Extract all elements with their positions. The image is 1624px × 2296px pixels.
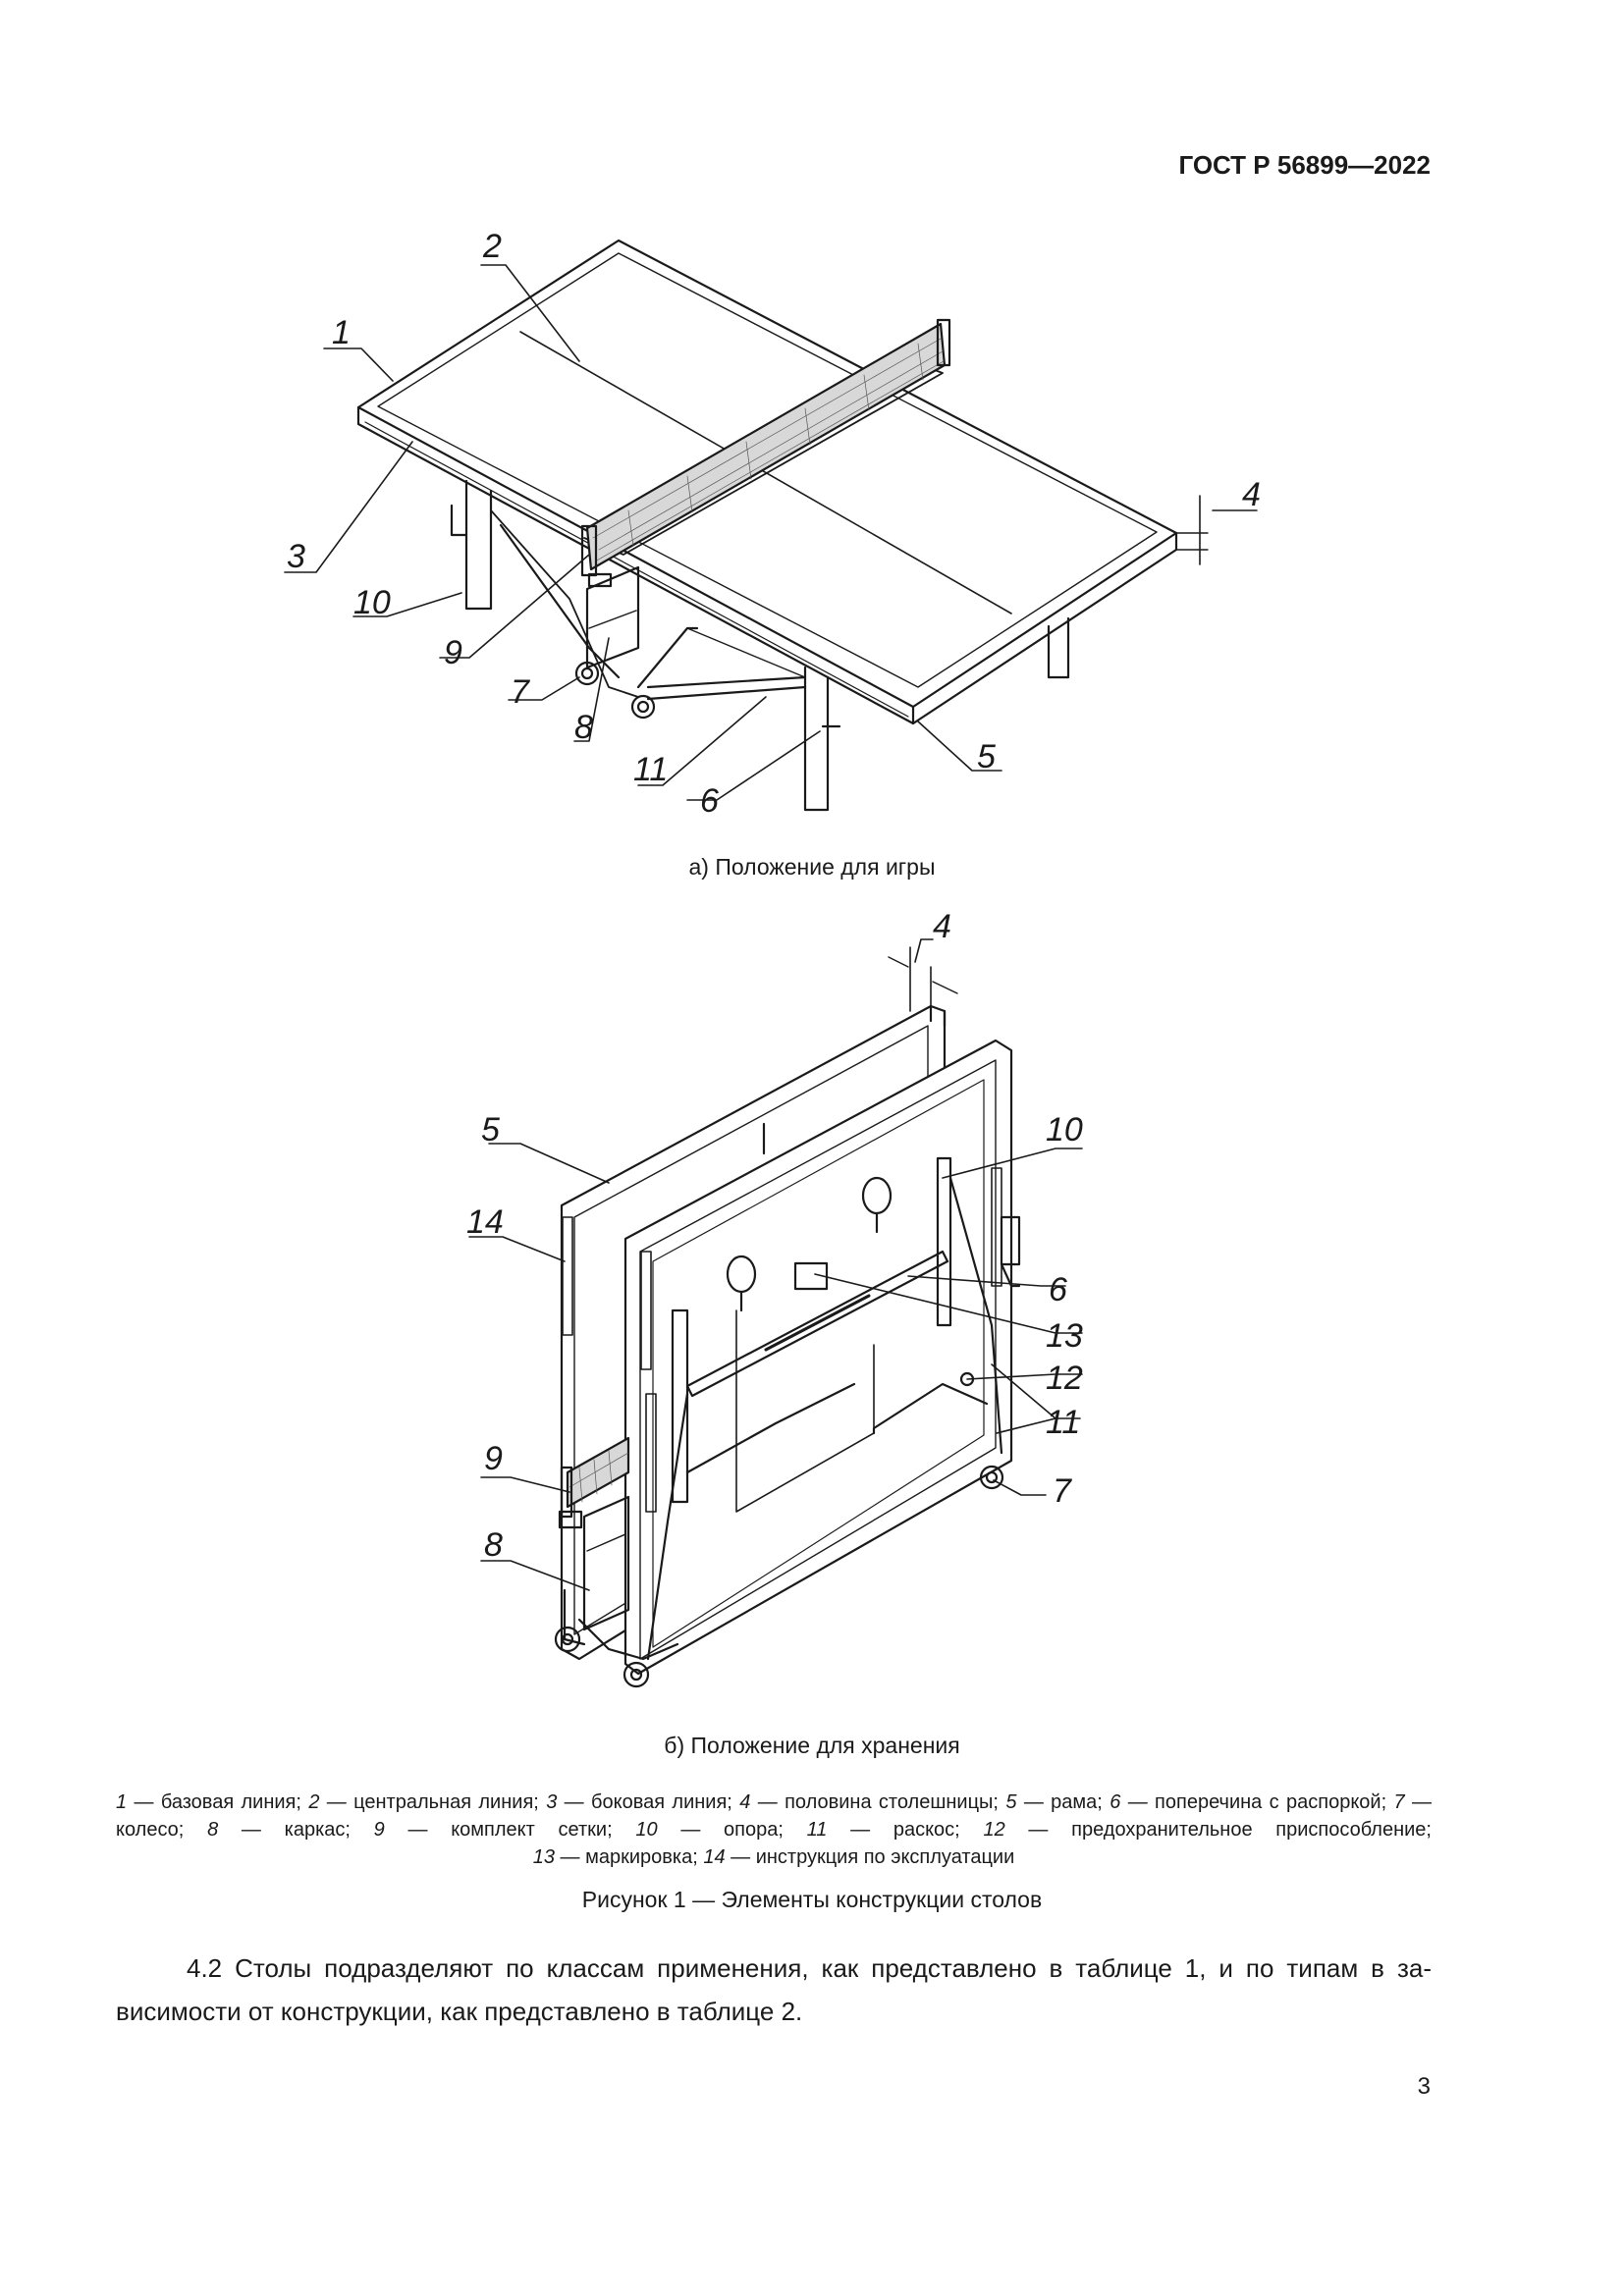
paragraph-4-2 [116,1947,1432,2033]
callout-4: 4 [1242,476,1261,513]
callout-8: 8 [574,709,593,746]
callout-b-13: 13 [1046,1317,1083,1355]
callout-9: 9 [444,634,462,671]
callout-b-14: 14 [466,1203,504,1241]
callout-b-9: 9 [484,1440,503,1477]
table-storage-position [556,947,1019,1686]
callout-2: 2 [483,228,502,265]
legend-line-last: 13 — маркировка; 14 — инструкция по эксплуатации [532,1846,1015,1868]
callout-11: 11 [633,751,669,788]
page-number: 3 [1417,2073,1431,2100]
callout-b-6: 6 [1049,1271,1067,1308]
callout-10: 10 [353,584,391,621]
callout-b-4: 4 [933,908,951,945]
callout-7: 7 [511,673,529,711]
legend-line-1: 1 — базовая линия; 2 — центральная линия; 3 — боковая линия; 4 — половина столешницы; 5 — рама; 6 — поперечина с распоркой; 7 — колесо; 8 — каркас; 9 — комплект сетки; 10 — опора; 11 — раскос; 12 — предохранительное приспособление; [116,1791,1432,1841]
callout-b-5: 5 [481,1111,500,1148]
standard-code: ГОСТ Р 56899—2022 [1178,150,1431,180]
figure-legend [116,1789,1432,1871]
callout-1: 1 [332,314,351,351]
paragraph-line-2: висимости от конструкции, как представлено в таблице 2. [116,1997,803,2026]
caption-playing-position: а) Положение для игры [688,854,936,880]
callout-b-7: 7 [1053,1472,1071,1510]
callout-b-8: 8 [484,1526,503,1564]
figure-title: Рисунок 1 — Элементы конструкции столов [581,1887,1043,1912]
callout-b-10: 10 [1046,1111,1083,1148]
caption-storage-position: б) Положение для хранения [664,1733,960,1758]
callout-b-11: 11 [1046,1404,1081,1441]
table-playing-position [358,240,1208,810]
callout-3: 3 [287,538,305,575]
callout-b-12: 12 [1046,1360,1083,1397]
paragraph-line-1: 4.2 Столы подразделяют по классам применения, как представлено в таблице 1, и по типам в за- [187,1953,1432,1983]
callout-6: 6 [700,782,719,820]
callout-5: 5 [977,738,996,775]
